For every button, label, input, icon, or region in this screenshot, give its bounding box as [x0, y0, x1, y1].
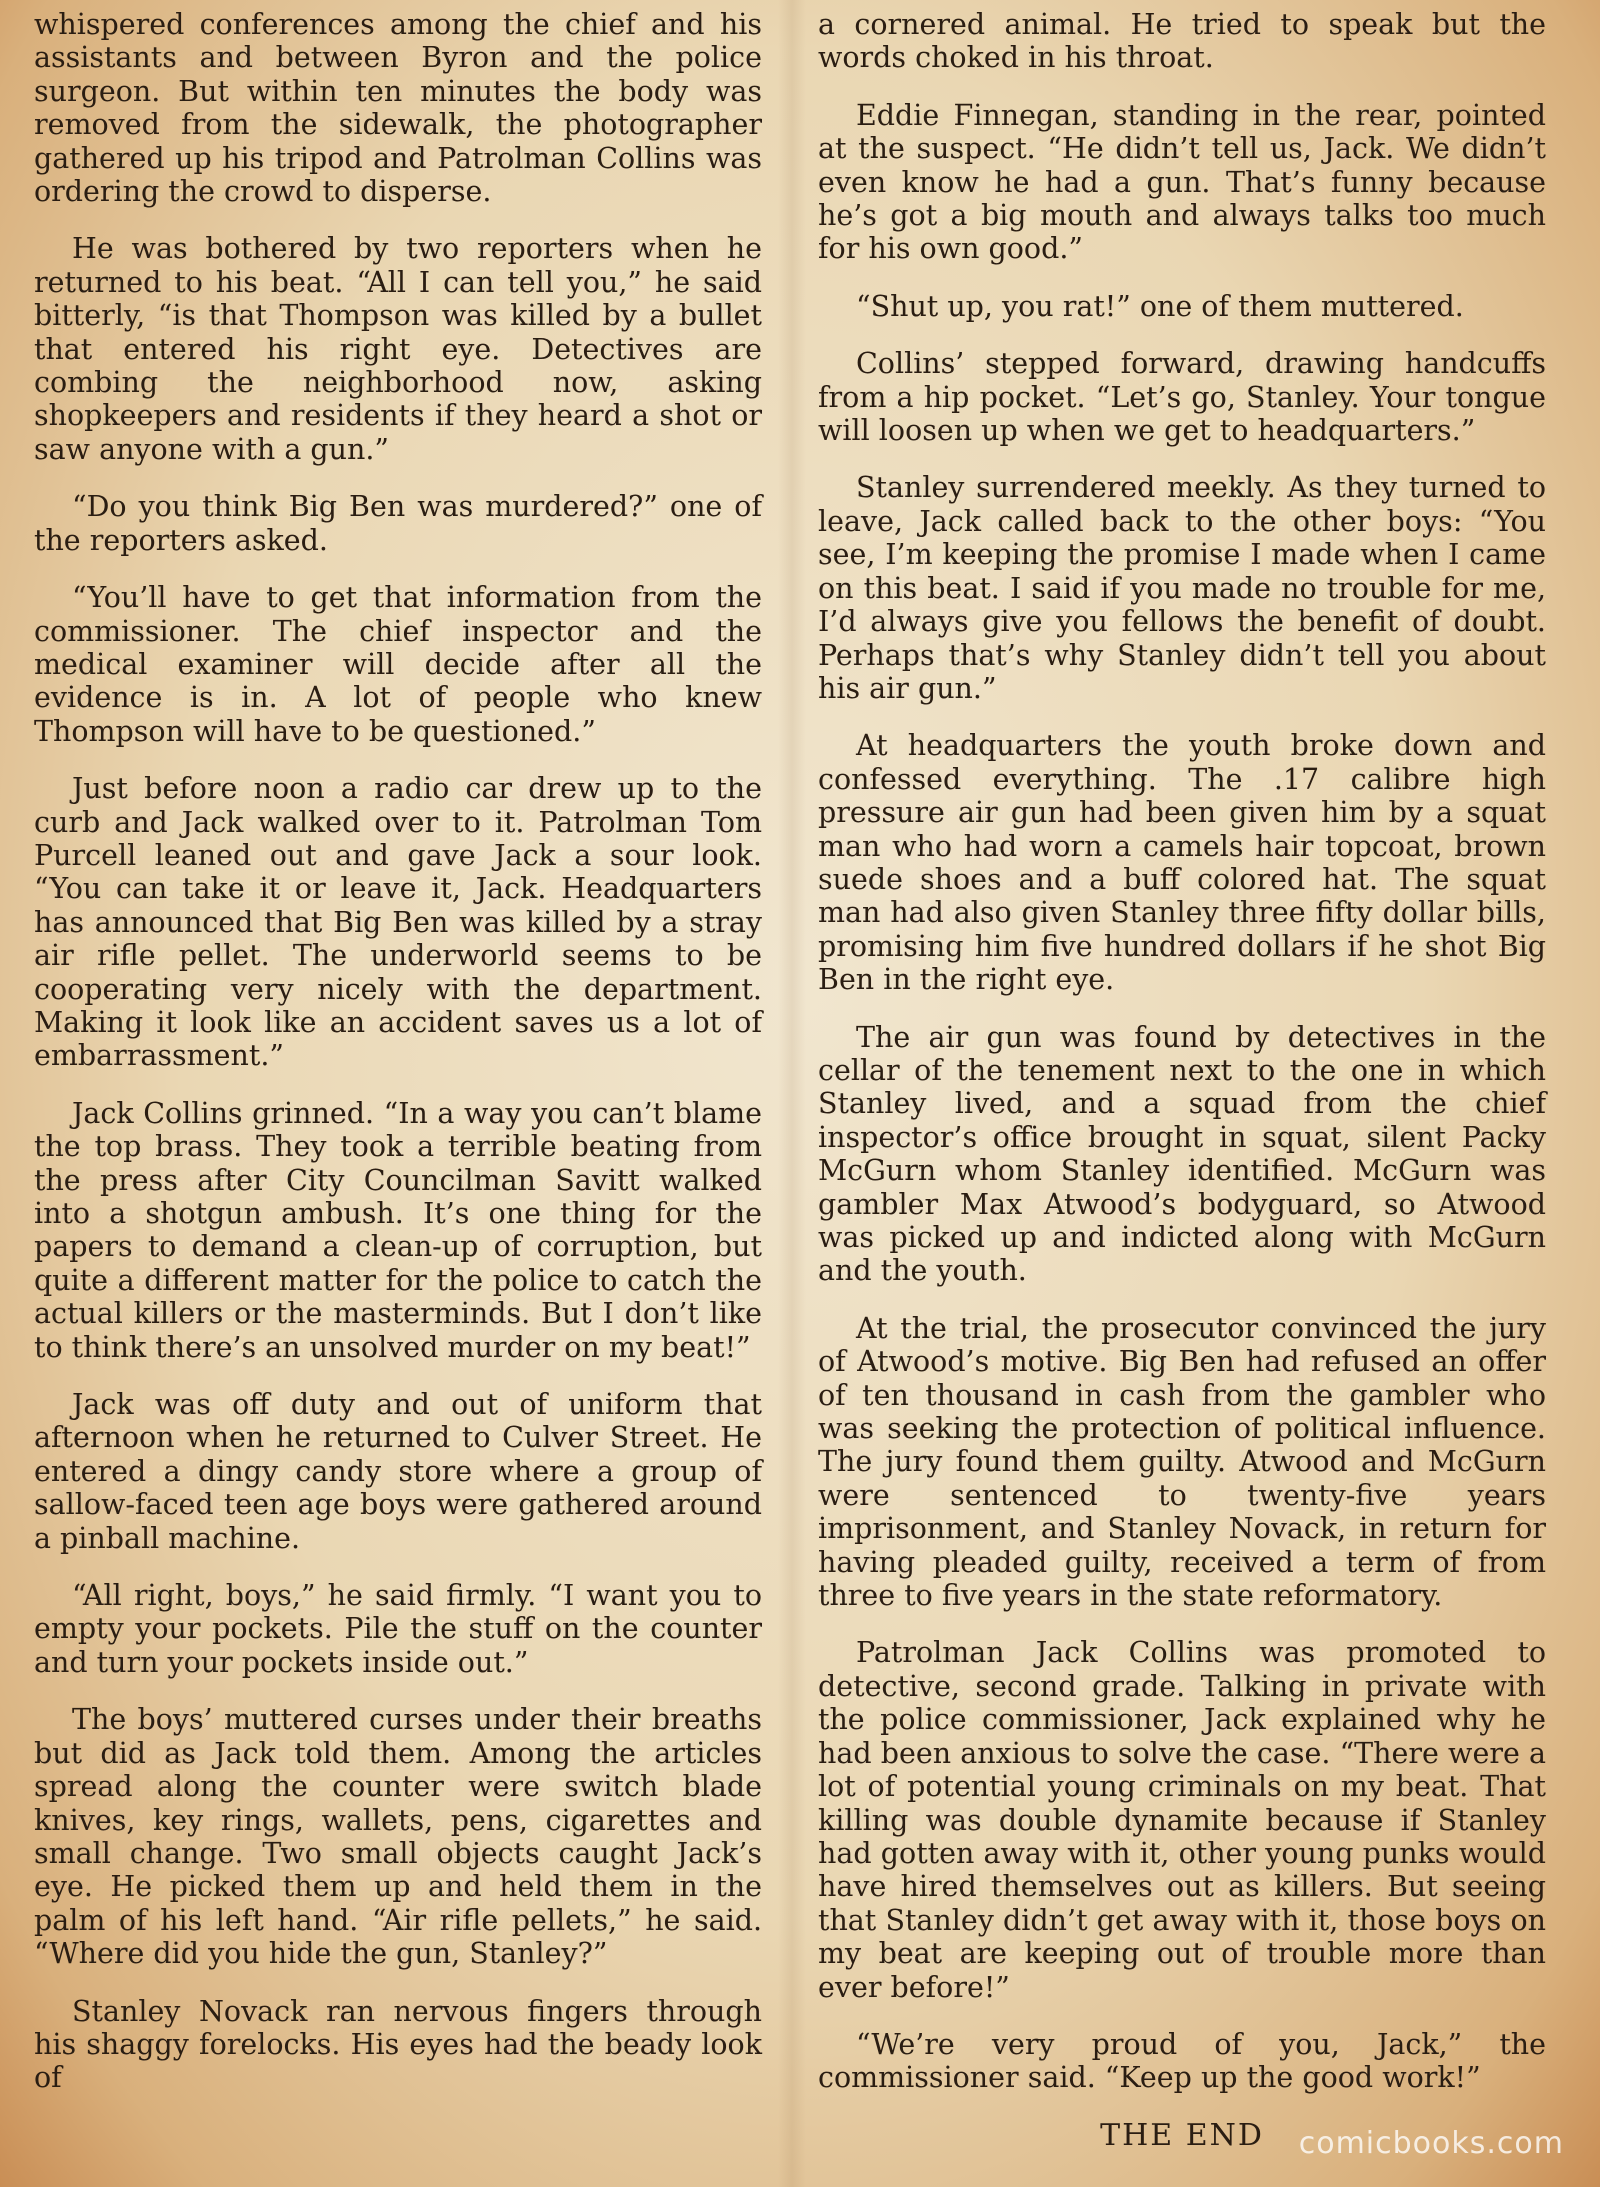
- paragraph: “Shut up, you rat!” one of them muttered.: [856, 289, 1464, 323]
- paragraph: “Do you think Big Ben was murdered?” one of the reporters asked.: [34, 490, 762, 557]
- paragraph: Jack was off duty and out of uniform that afternoon when he returned to Culver Street. He entered a dingy candy store where a group of sallow-faced teen age boys were gathered around a pinball machine.: [34, 1388, 762, 1555]
- column-gutter: [778, 0, 806, 2187]
- paragraph: Just before noon a radio car drew up to the curb and Jack walked over to it. Patrolman Tom Purcell leaned out and gave Jack a sour look. “You can take it or leave it, Jack. Headquarters has announced that Big Ben was killed by a stray air rifle pellet. The underworld seems to be cooperating very nicely with the department. Making it look like an accident saves us a lot of embarrassment.”: [34, 772, 762, 1073]
- paragraph: a cornered animal. He tried to speak but the words choked in his throat.: [818, 8, 1546, 75]
- paragraph: “You’ll have to get that information from the commissioner. The chief inspector and the medical examiner will decide after all the evidence is in. A lot of people who knew Thompson will have to be questioned.”: [34, 581, 762, 748]
- paragraph: At the trial, the prosecutor convinced the jury of Atwood’s motive. Big Ben had refused an offer of ten thousand in cash from the gambler who was seeking the protection of political influence. The jury found them guilty. Atwood and McGurn were sentenced to twenty-five years imprisonment, and Stanley Novack, in return for having pleaded guilty, received a term of from three to five years in the state reformatory.: [818, 1311, 1546, 1613]
- paragraph: Collins’ stepped forward, drawing handcuffs from a hip pocket. “Let’s go, Stanley. Your tongue will loosen up when we get to headquarters.”: [818, 347, 1546, 448]
- paragraph: Patrolman Jack Collins was promoted to detective, second grade. Talking in private with the police commissioner, Jack explained why he had been anxious to solve the case. “There were a lot of potential young criminals on my beat. That killing was double dynamite because if Stanley had gotten away with it, other young punks would have hired themselves out as killers. But seeing that Stanley didn’t get away with it, those boys on my beat are keeping out of trouble more than ever before!”: [818, 1636, 1546, 2004]
- paragraph: Jack Collins grinned. “In a way you can’t blame the top brass. They took a terrible beating from the press after City Councilman Savitt walked into a shotgun ambush. It’s one thing for the papers to demand a clean-up of corruption, but quite a different matter for the police to catch the actual killers or the masterminds. But I don’t like to think there’s an unsolved murder on my beat!”: [34, 1096, 762, 1364]
- paragraph: Stanley Novack ran nervous fingers through his shaggy forelocks. His eyes had the beady look of: [34, 1994, 762, 2095]
- right-text-column: [818, 8, 1546, 2176]
- story-ending: THE END: [1100, 2117, 1264, 2153]
- paragraph: “All right, boys,” he said firmly. “I want you to empty your pockets. Pile the stuff on the counter and turn your pockets inside out.”: [34, 1579, 762, 1679]
- paragraph: “We’re very proud of you, Jack,” the commissioner said. “Keep up the good work!”: [818, 2027, 1546, 2095]
- paragraph: Eddie Finnegan, standing in the rear, pointed at the suspect. “He didn’t tell us, Jack. We didn’t even know he had a gun. That’s funny because he’s got a big mouth and always talks too much for his own good.”: [818, 98, 1546, 266]
- paragraph: Stanley surrendered meekly. As they turned to leave, Jack called back to the other boys: “You see, I’m keeping the promise I made when I came on this beat. I said if you made no trouble for me, I’d always give you fellows the benefit of doubt. Perhaps that’s why Stanley didn’t tell you about his air gun.”: [818, 471, 1546, 705]
- paragraph: At headquarters the youth broke down and confessed everything. The .17 calibre high pressure air gun had been given him by a squat man who had worn a camels hair topcoat, brown suede shoes and a buff colored hat. The squat man had also given Stanley three fifty dollar bills, promising him five hundred dollars if he shot Big Ben in the right eye.: [818, 729, 1546, 997]
- paragraph: The boys’ muttered curses under their breaths but did as Jack told them. Among the articles spread along the counter were switch blade knives, key rings, wallets, pens, cigarettes and small change. Two small objects caught Jack’s eye. He picked them up and held them in the palm of his left hand. “Air rifle pellets,” he said. “Where did you hide the gun, Stanley?”: [34, 1703, 762, 1971]
- watermark: comicbooks.com: [1298, 2126, 1564, 2161]
- paragraph: whispered conferences among the chief and his assistants and between Byron and the police surgeon. But within ten minutes the body was removed from the sidewalk, the photographer gathered up his tripod and Patrolman Collins was ordering the crowd to disperse.: [34, 8, 762, 209]
- paragraph: The air gun was found by detectives in the cellar of the tenement next to the one in which Stanley lived, and a squad from the chief inspector’s office brought in squat, silent Packy McGurn whom Stanley identified. McGurn was gambler Max Atwood’s bodyguard, so Atwood was picked up and indicted along with McGurn and the youth.: [818, 1020, 1546, 1288]
- paragraph: He was bothered by two reporters when he returned to his beat. “All I can tell you,” he said bitterly, “is that Thompson was killed by a bullet that entered his right eye. Detectives are combing the neighborhood now, asking shopkeepers and residents if they heard a shot or saw anyone with a gun.”: [34, 232, 762, 466]
- left-text-column: [34, 8, 762, 2119]
